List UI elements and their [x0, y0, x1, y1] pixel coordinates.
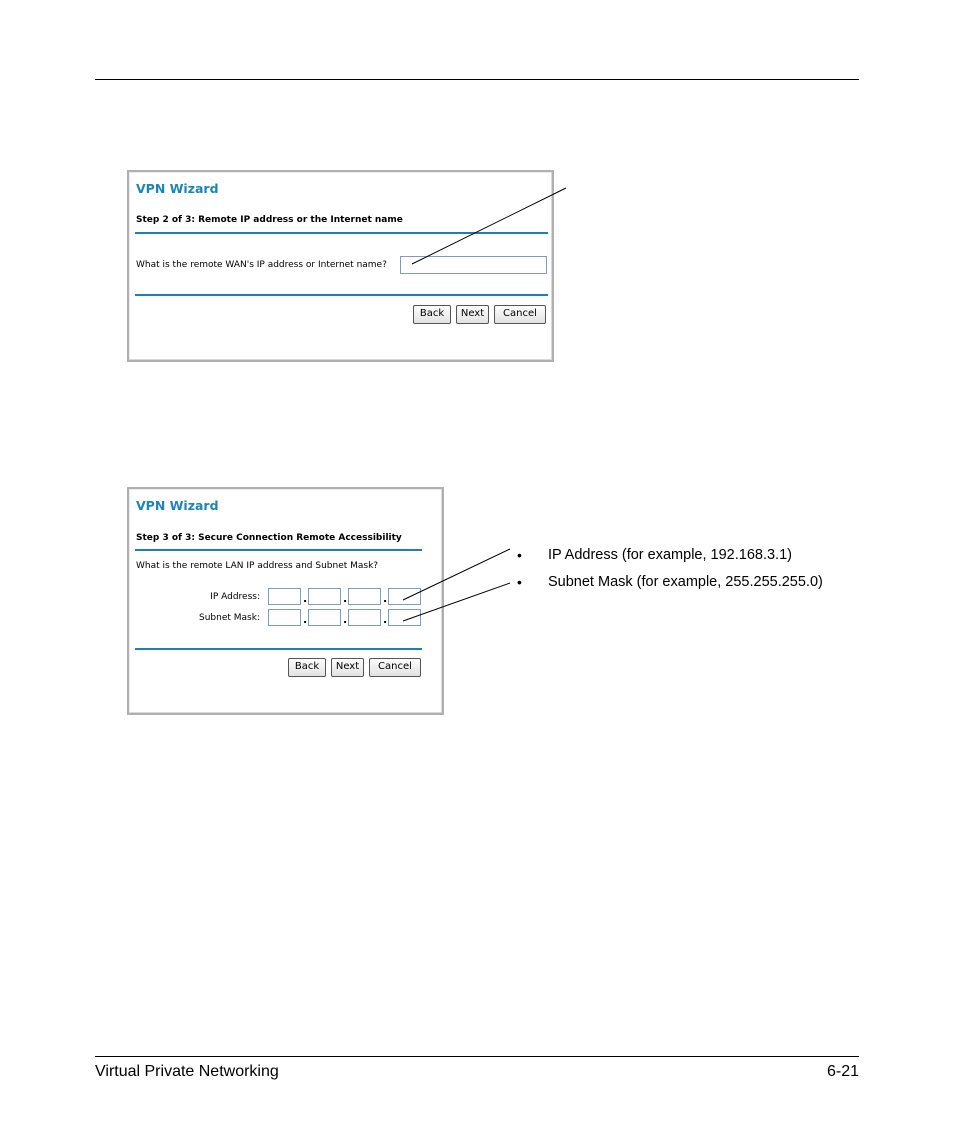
wizard-title: VPN Wizard: [136, 181, 219, 196]
leader-line-mask: [403, 583, 510, 621]
subnet-mask-label: Subnet Mask:: [199, 613, 260, 623]
next-button[interactable]: Next: [456, 305, 489, 324]
remote-lan-question: What is the remote LAN IP address and Subnet Mask?: [136, 561, 379, 571]
callout-subnet-mask: Subnet Mask (for example, 255.255.255.0): [548, 574, 823, 590]
octet-separator: .: [383, 592, 388, 605]
ip-address-label: IP Address:: [210, 592, 260, 602]
wizard-step-heading: Step 2 of 3: Remote IP address or the Internet name: [136, 215, 403, 225]
callout-ip-address: IP Address (for example, 192.168.3.1): [548, 547, 792, 563]
octet-separator: .: [303, 592, 308, 605]
cancel-button[interactable]: Cancel: [369, 658, 421, 677]
leader-line-ip: [403, 549, 510, 600]
octet-separator: .: [343, 592, 348, 605]
leader-line-wan: [412, 188, 566, 264]
footer-chapter-title: Virtual Private Networking: [95, 1063, 279, 1080]
octet-separator: .: [383, 613, 388, 626]
cancel-button[interactable]: Cancel: [494, 305, 546, 324]
remote-wan-question: What is the remote WAN's IP address or Internet name?: [136, 260, 387, 270]
back-button[interactable]: Back: [288, 658, 326, 677]
wizard-step-heading: Step 3 of 3: Secure Connection Remote Accessibility: [136, 533, 402, 543]
next-button[interactable]: Next: [331, 658, 364, 677]
bullet-marker: •: [517, 547, 522, 563]
bullet-marker: •: [517, 574, 522, 590]
wizard-title: VPN Wizard: [136, 498, 219, 513]
back-button[interactable]: Back: [413, 305, 451, 324]
footer-page-number: 6-21: [826, 1063, 859, 1080]
footer-rule: [95, 1056, 859, 1057]
octet-separator: .: [303, 613, 308, 626]
octet-separator: .: [343, 613, 348, 626]
